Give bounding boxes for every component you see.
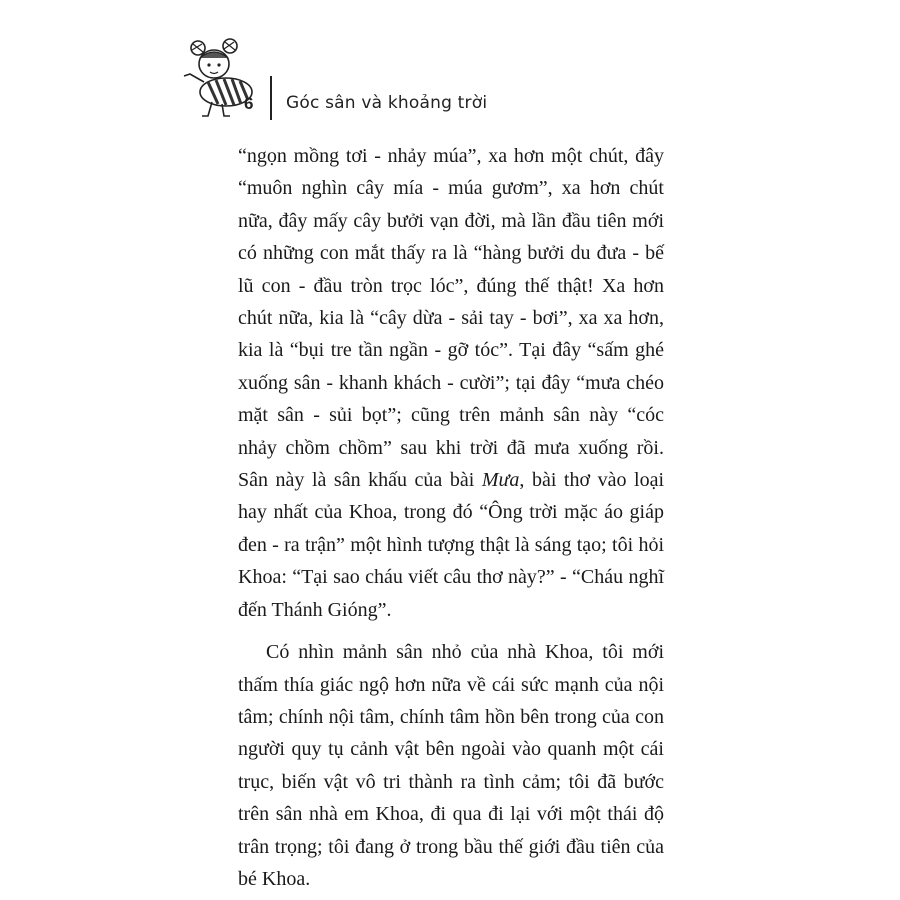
- poem-title: Mưa: [481, 469, 520, 492]
- page-number: 6: [244, 94, 254, 113]
- paragraph-1-text-a: “ngọn mồng tơi - nhảy múa”, xa hơn một chút, đây “muôn nghìn cây mía - múa gươm”, xa hơn chút nữa, đây mấy cây bưởi vạn đời, mà lần đầu tiên mới có những con mắt thấy ra là “hàng bưởi du đưa - bế lũ con - đầu tròn trọc lóc”, đúng thế thật! Xa hơn chút nữa, kia là “cây dừa - sải tay - bơi”, xa xa hơn, kia là “bụi tre tần ngần - gỡ tóc”. Tại đây “sấm ghé xuống sân - khanh khách - cười”; tại đây “mưa chéo mặt sân - sủi bọt”; cũng trên mảnh sân này “cóc nhảy chồm chồm” sau khi trời đã mưa xuống rồi. Sân này là sân khấu của bài: [238, 145, 664, 492]
- running-title: Góc sân và khoảng trời: [286, 93, 488, 113]
- body-text: [238, 140, 664, 895]
- paragraph-1-text-b: , bài thơ vào loại hay nhất của Khoa, trong đó “Ông trời mặc áo giáp đen - ra trận” một hình tượng thật là sáng tạo; tôi hỏi Khoa: “Tại sao cháu viết câu thơ này?” - “Cháu nghĩ đến Thánh Gióng”.: [238, 469, 664, 621]
- paragraph-1: [238, 140, 664, 626]
- paragraph-2: Có nhìn mảnh sân nhỏ của nhà Khoa, tôi mới thấm thía giác ngộ hơn nữa về cái sức mạnh của nội tâm; chính nội tâm, chính tâm hồn bên trong của con người quy tụ cảnh vật bên ngoài vào quanh một cái trục, biến vật vô tri thành ra tình cảm; tôi đã bước trên sân nhà em Khoa, đi qua đi lại với một thái độ trân trọng; tôi đang ở trong bầu thế giới đầu tiên của bé Khoa.: [238, 641, 664, 890]
- header-divider: [270, 76, 272, 120]
